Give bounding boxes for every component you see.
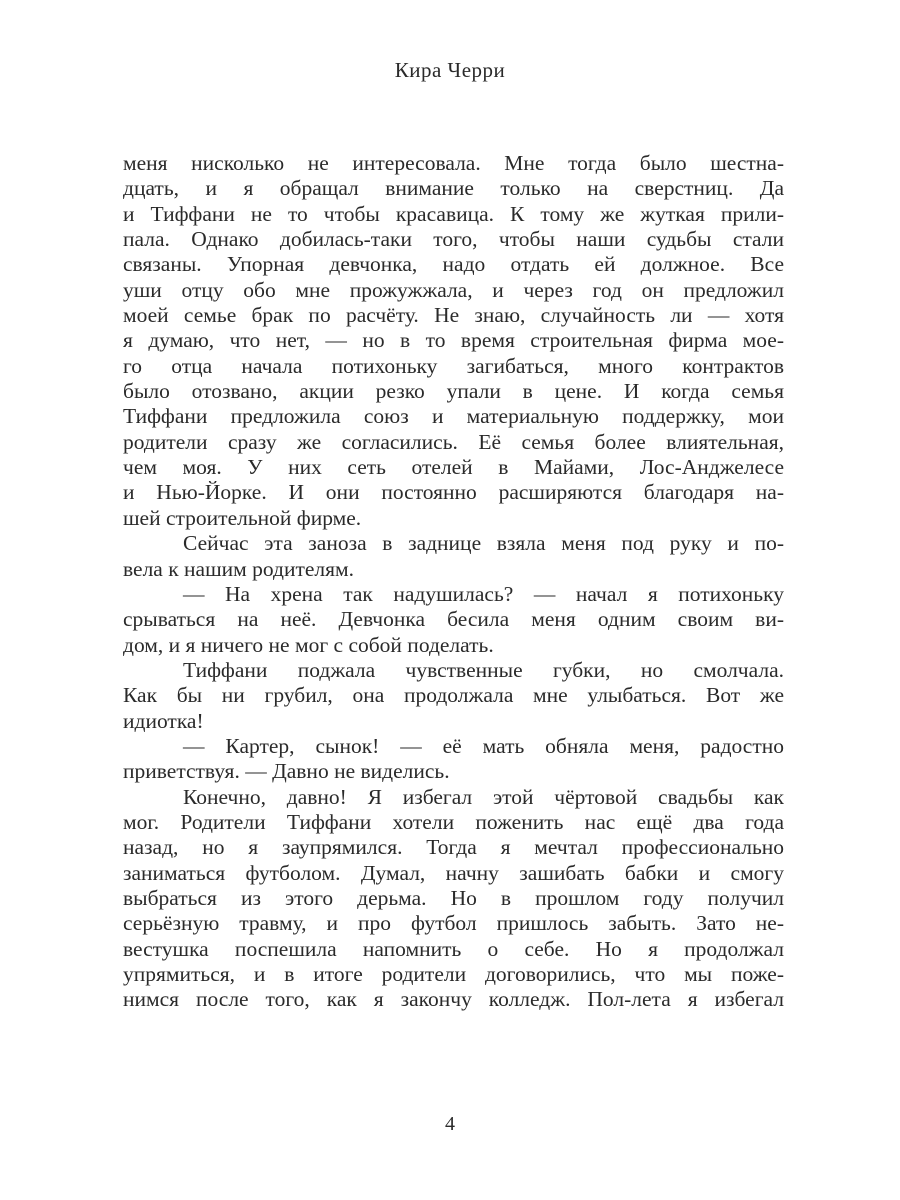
text-line: приветствуя. — Давно не виделись.: [123, 759, 450, 784]
paragraph: [123, 582, 784, 658]
text-line: вела к нашим родителям.: [123, 556, 354, 581]
text-line: уши отцу обо мне прожужжала, и через год он предложил: [123, 277, 784, 302]
text-line: Тиффани предложила союз и материальную поддержку, мои: [123, 404, 784, 429]
text-line: и Нью-Йорке. И они постоянно расширяются благодаря на-: [123, 480, 784, 505]
page-number: 4: [445, 1113, 455, 1135]
text-line: выбраться из этого дерьма. Но в прошлом году получил: [123, 885, 784, 910]
paragraph: [123, 658, 784, 734]
paragraph: [123, 151, 784, 531]
text-line: идиотка!: [123, 708, 204, 733]
text-line: меня нисколько не интересовала. Мне тогда было шестна-: [123, 151, 784, 175]
text-line: дом, и я ничего не мог с собой поделать.: [123, 632, 494, 657]
text-line: — На хрена так надушилась? — начал я потихоньку: [183, 581, 784, 606]
text-line: и Тиффани не то чтобы красавица. К тому же жуткая прили-: [123, 201, 784, 226]
text-line: я думаю, что нет, — но в то время строительная фирма мое-: [123, 328, 784, 353]
text-line: нимся после того, как я закончу колледж. Пол-лета я избегал: [123, 987, 784, 1012]
text-line: дцать, и я обращал внимание только на сверстниц. Да: [123, 176, 784, 201]
text-line: го отца начала потихоньку загибаться, много контрактов: [123, 353, 784, 378]
paragraph: [123, 785, 784, 1013]
text-line: моей семье брак по расчёту. Не знаю, случайность ли — хотя: [123, 303, 784, 328]
text-line: назад, но я заупрямился. Тогда я мечтал профессионально: [123, 835, 784, 860]
text-line: шей строительной фирме.: [123, 505, 362, 530]
text-line: — Картер, сынок! — её мать обняла меня, радостно: [183, 733, 784, 758]
text-line: мог. Родители Тиффани хотели поженить нас ещё два года: [123, 809, 784, 834]
paragraph: [123, 734, 784, 785]
text-line: Тиффани поджала чувственные губки, но смолчала.: [183, 657, 784, 682]
text-line: пала. Однако добилась-таки того, чтобы наши судьбы стали: [123, 227, 784, 252]
paragraph: [123, 531, 784, 582]
text-line: Сейчас эта заноза в заднице взяла меня под руку и по-: [183, 531, 784, 556]
text-line: родители сразу же согласились. Её семья более влиятельная,: [123, 429, 784, 454]
text-line: срываться на неё. Девчонка бесила меня одним своим ви-: [123, 607, 784, 632]
text-line: заниматься футболом. Думал, начну зашибать бабки и смогу: [123, 860, 784, 885]
text-line: упрямиться, и в итоге родители договорились, что мы поже-: [123, 962, 784, 986]
text-line: серьёзную травму, и про футбол пришлось забыть. Зато не-: [123, 911, 784, 936]
text-line: было отозвано, акции резко упали в цене. И когда семья: [123, 379, 784, 404]
text-line: связаны. Упорная девчонка, надо отдать ей должное. Все: [123, 252, 784, 277]
text-line: Конечно, давно! Я избегал этой чёртовой свадьбы как: [183, 784, 784, 809]
text-line: вестушка поспешила напомнить о себе. Но я продолжал: [123, 936, 784, 961]
text-line: Как бы ни грубил, она продолжала мне улыбаться. Вот же: [123, 683, 784, 708]
text-line: чем моя. У них сеть отелей в Майами, Лос-Анджелесе: [123, 455, 784, 480]
running-header-author: Кира Черри: [394, 58, 506, 82]
page-body-text: [123, 151, 784, 1013]
